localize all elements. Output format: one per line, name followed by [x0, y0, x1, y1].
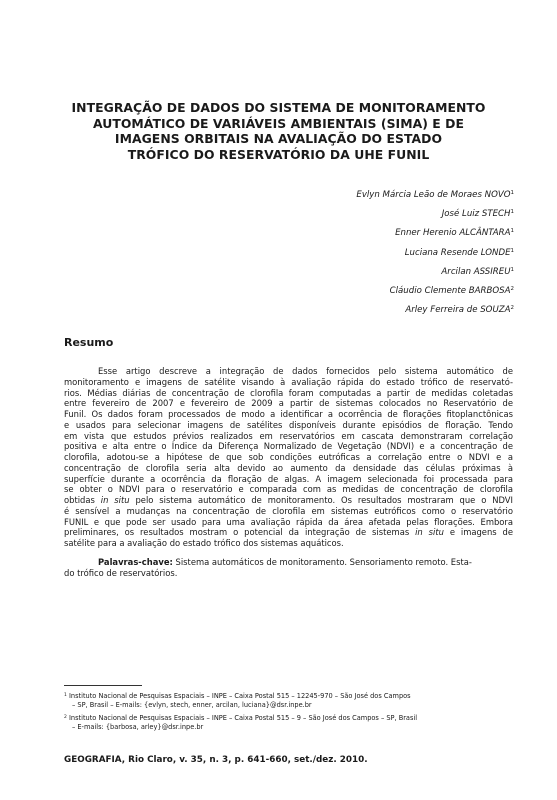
abstract-line: Esse artigo descreve a integração de dados fornecidos pelo sistema automático de [98, 366, 513, 376]
abstract-line: rios. Médias diárias de concentração de clorofila foram computadas a partir de medidas coletadas [64, 387, 513, 398]
keywords-line [64, 557, 513, 568]
abstract-line: em vista que estudos prévios realizados em reservatórios em cascata demonstraram correlação [64, 430, 513, 441]
abstract-line: Funil. Os dados foram processados de modo a identificar a ocorrência de florações fitoplanctônicas [64, 409, 513, 419]
footnote-divider [64, 685, 142, 686]
author: Cláudio Clemente BARBOSA$^2$ [389, 286, 514, 297]
abstract-line: obtidas in situ pelo sistema automático de monitoramento. Os resultados mostraram que o NDVI [64, 495, 513, 505]
abstract-line: é sensível a mudanças na concentração de clorofila em sistemas eutróficos como o reservatório [64, 505, 513, 516]
title-line: TRÓFICO DO RESERVATÓRIO DA UHE FUNIL [127, 146, 430, 162]
footnote-text: – E-mails: {barbosa, arley}@dsr.inpe.br [72, 722, 204, 731]
author: Arley Ferreira de SOUZA$^2$ [405, 305, 514, 316]
title-line: AUTOMÁTICO DE VARIÁVEIS AMBIENTAIS (SIMA) E DE [92, 115, 465, 131]
footnote-mark: 2 [64, 715, 67, 720]
abstract-body [64, 366, 513, 549]
footnote-text: – SP, Brasil – E-mails: {evlyn, stech, enner, arcilan, luciana}@dsr.inpe.br [72, 700, 312, 709]
keywords [64, 557, 513, 579]
abstract-line: satélite para a avaliação do estado trófico dos sistemas aquáticos. [64, 538, 344, 548]
author: José Luiz STECH$^1$ [441, 209, 514, 220]
footnote [64, 714, 524, 731]
paper-title [60, 100, 497, 162]
author: Evlyn Márcia Leão de Moraes NOVO$^1$ [356, 190, 514, 200]
footnote [64, 692, 524, 709]
keywords-label: Palavras-chave: [98, 557, 173, 567]
footnote-text: Instituto Nacional de Pesquisas Espaciais – INPE – Caixa Postal 515 – 9 – São José dos Campos – SP, Brasil [68, 714, 418, 722]
abstract-line: superfície durante a ocorrência da floração de algas. A imagem selecionada foi processada para [64, 473, 513, 484]
keywords-text: Sistema automáticos de monitoramento. Sensoriamento remoto. Esta- [175, 557, 472, 567]
abstract-line: concentração de clorofila seria alta devido ao aumento da densidade das células próximas à [64, 462, 513, 473]
abstract-line: entre fevereiro de 2007 e fevereiro de 2009 a partir de sistemas colocados no Reservatório de [64, 398, 513, 409]
journal-citation: GEOGRAFIA, Rio Claro, v. 35, n. 3, p. 641-660, set./dez. 2010. [64, 755, 368, 765]
abstract-line: FUNIL e que pode ser usado para uma avaliação rápida da área afetada pelas florações. Embora [64, 516, 513, 527]
abstract-line: monitoramento e imagens de satélite visando à avaliação rápida do estado trófico de reservató- [64, 376, 513, 387]
abstract-line: se obter o NDVI para o reservatório e comparada com as medidas de concentração de clorofila [64, 484, 513, 495]
abstract-heading: Resumo [64, 336, 114, 349]
author: Enner Herenio ALCÂNTARA$^1$ [395, 228, 514, 239]
author: Luciana Resende LONDE$^1$ [404, 247, 514, 258]
author: Arcilan ASSIREU$^1$ [441, 266, 514, 277]
keywords-line: do trófico de reservatórios. [64, 567, 178, 578]
footnote-text: Instituto Nacional de Pesquisas Espaciais – INPE – Caixa Postal 515 – 12245-970 – São José dos Campos [68, 692, 411, 700]
footnote-mark: 1 [64, 693, 67, 698]
title-line: INTEGRAÇÃO DE DADOS DO SISTEMA DE MONITORAMENTO [71, 100, 486, 115]
abstract-line: clorofila, adotou-se a hipótese de que sob condições eutróficas a correlação entre o NDVI e a [64, 452, 513, 462]
abstract-line: positiva e alta entre o Índice da Diferença Normalizado de Vegetação (NDVI) e a concentração de [64, 441, 513, 452]
title-line: IMAGENS ORBITAIS NA AVALIAÇÃO DO ESTADO [114, 131, 443, 147]
author-list [214, 185, 514, 319]
abstract-line: e usados para selecionar imagens de satélites disponíveis durante episódios de floração. Tendo [64, 419, 513, 430]
abstract-line: preliminares, os resultados mostram o potencial da integração de sistemas in situ e imagens de [64, 527, 513, 538]
